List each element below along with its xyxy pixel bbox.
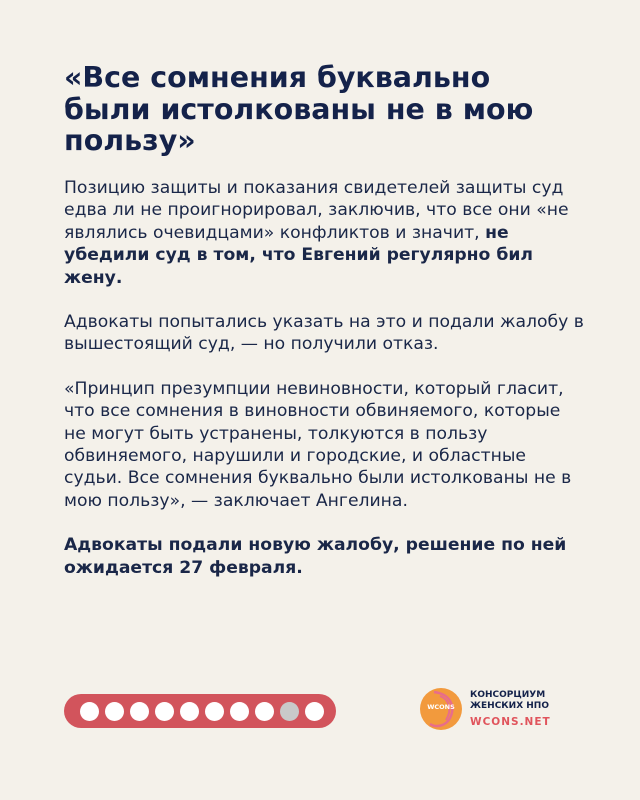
pager-dot[interactable] xyxy=(305,702,324,721)
paragraph-defense xyxy=(64,177,584,289)
paragraph-defense-bold: не убедили суд в том, что Евгений регулярно бил жену. xyxy=(64,222,533,288)
page-title: «Все сомнения буквально были истолкованы не в мою пользу» xyxy=(64,61,534,157)
pager-dot[interactable] xyxy=(205,702,224,721)
logo-name: КОНСОРЦИУМ ЖЕНСКИХ НПО xyxy=(470,690,549,711)
wcons-logo[interactable] xyxy=(420,688,580,730)
paragraph-new-appeal: Адвокаты подали новую жалобу, решение по ней ожидается 27 февраля. xyxy=(64,535,567,578)
article-body xyxy=(64,177,584,601)
pager-dot[interactable] xyxy=(180,702,199,721)
pager-dot[interactable] xyxy=(255,702,274,721)
paragraph-quote: «Принцип презумпции невиновности, который гласит, что все сомнения в виновности обвиняемого, которые не могут быть устранены, толкуются в пользу обвиняемого, нарушили и городские, и областные судьи. Все сомнения буквально были истолкованы не в мою пользу», — заключает Ангелина. xyxy=(64,378,572,511)
pager-dot[interactable] xyxy=(105,702,124,721)
pager-dot[interactable] xyxy=(230,702,249,721)
wcons-logo-icon xyxy=(420,688,462,730)
paragraph-defense-text: Позицию защиты и показания свидетелей защиты суд едва ли не проигнорировал, заключив, что все они «не являлись очевидцами» конфликтов и значит, xyxy=(64,178,569,243)
logo-mark-text: WCONS xyxy=(427,703,455,711)
slide-pager xyxy=(64,694,336,728)
paragraph-appeal: Адвокаты попытались указать на это и подали жалобу в вышестоящий суд, — но получили отказ. xyxy=(64,312,584,355)
logo-url[interactable]: WCONS.NET xyxy=(470,716,551,728)
pager-dot-active[interactable] xyxy=(280,702,299,721)
pager-dot[interactable] xyxy=(130,702,149,721)
pager-dot[interactable] xyxy=(155,702,174,721)
pager-dot[interactable] xyxy=(80,702,99,721)
